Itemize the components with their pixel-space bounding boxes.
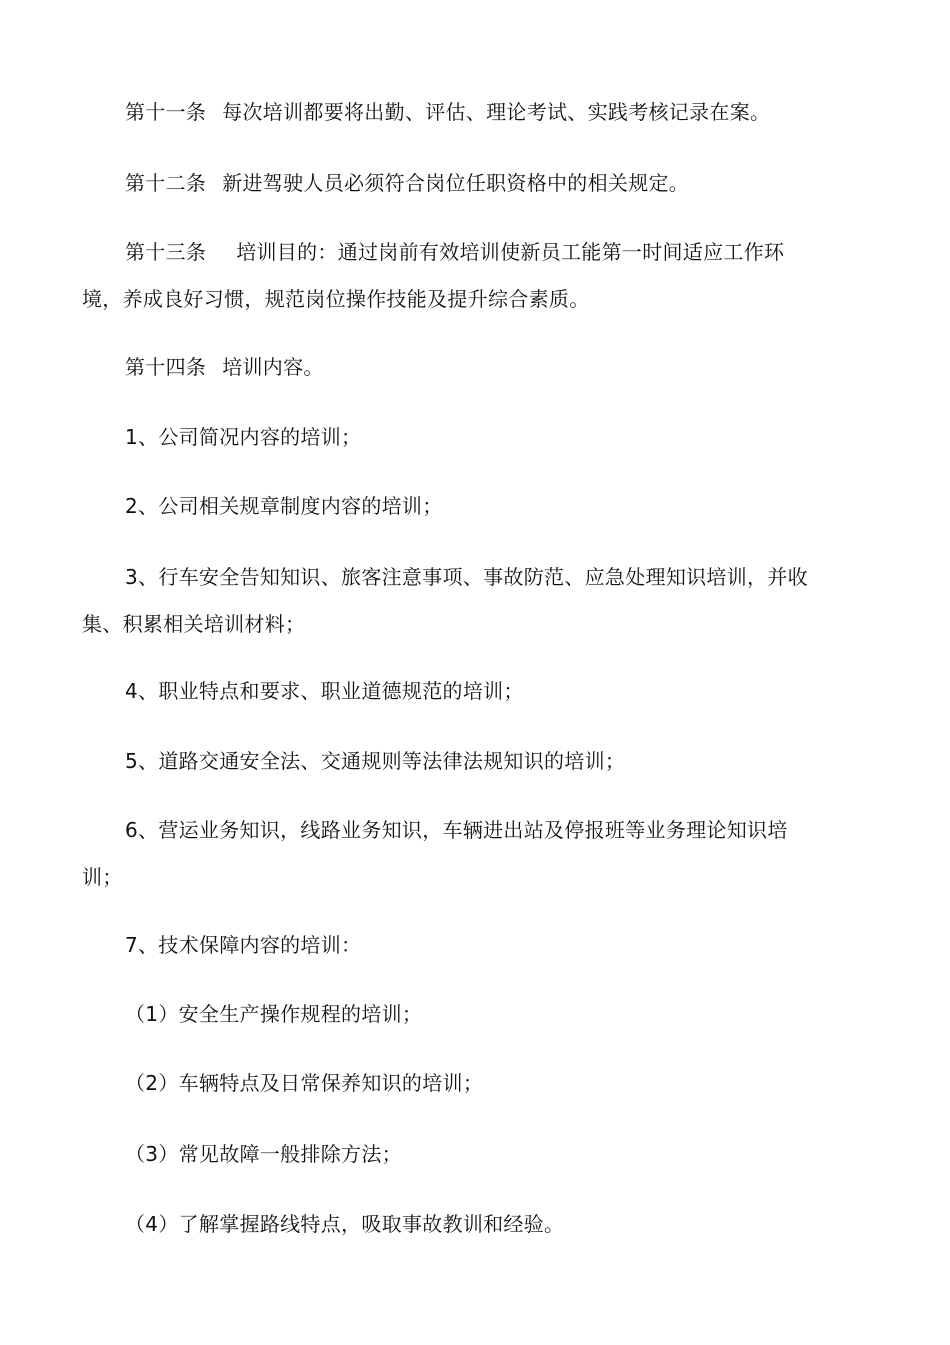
sub-item-1: （1）安全生产操作规程的培训； <box>125 1002 423 1026</box>
list-item-5: 5、道路交通安全法、交通规则等法律法规知识的培训； <box>125 749 626 773</box>
article-label: 第十一条 <box>125 100 207 124</box>
list-item-7: 7、技术保障内容的培训： <box>125 933 362 957</box>
article-label: 第十二条 <box>125 171 207 195</box>
list-item-1: 1、公司简况内容的培训； <box>125 425 362 449</box>
sub-item-4: （4）了解掌握路线特点，吸取事故教训和经验。 <box>125 1212 565 1236</box>
list-item-6: 6、营运业务知识，线路业务知识，车辆进出站及停报班等业务理论知识培训； <box>82 818 788 889</box>
article-text: 新进驾驶人员必须符合岗位任职资格中的相关规定。 <box>222 171 690 195</box>
sub-item-3: （3）常见故障一般排除方法； <box>125 1142 402 1166</box>
article-11 <box>82 89 810 136</box>
article-13 <box>82 229 810 323</box>
sub-item-2: （2）车辆特点及日常保养知识的培训； <box>125 1071 484 1095</box>
article-text: 培训内容。 <box>222 355 324 379</box>
article-label: 第十四条 <box>125 355 207 379</box>
list-item-4: 4、职业特点和要求、职业道德规范的培训； <box>125 679 524 703</box>
article-12 <box>82 160 810 207</box>
article-text: 每次培训都要将出勤、评估、理论考试、实践考核记录在案。 <box>222 100 771 124</box>
article-text: 培训目的：通过岗前有效培训使新员工能第一时间适应工作环境，养成良好习惯，规范岗位操作技能及提升综合素质。 <box>82 240 785 311</box>
article-14 <box>82 344 810 391</box>
list-item-3: 3、行车安全告知知识、旅客注意事项、事故防范、应急处理知识培训，并收集、积累相关培训材料； <box>82 565 808 636</box>
article-label: 第十三条 <box>125 240 207 264</box>
list-item-2: 2、公司相关规章制度内容的培训； <box>125 494 443 518</box>
